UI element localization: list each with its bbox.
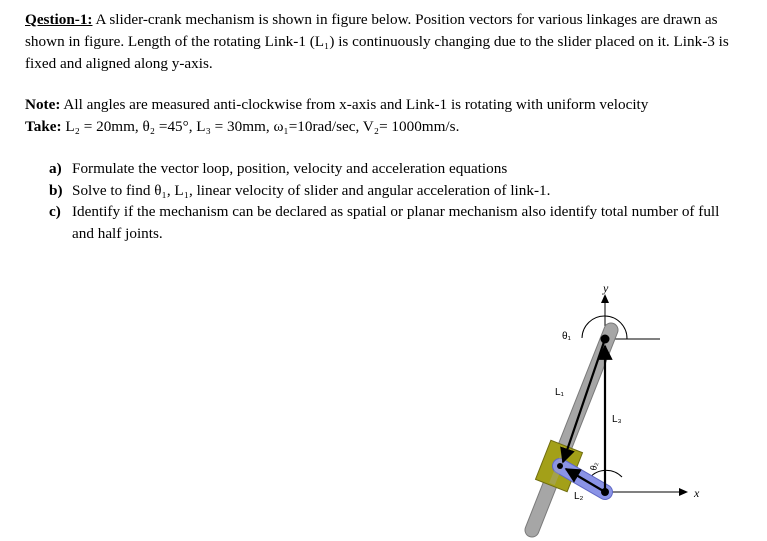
L1-label: L₁ bbox=[555, 387, 564, 398]
slider-joint bbox=[557, 463, 563, 469]
task-label: b) bbox=[49, 181, 63, 199]
note-label: Note: bbox=[25, 96, 61, 113]
theta2-label: θ₂ bbox=[588, 461, 600, 472]
y-axis-label: y bbox=[603, 281, 609, 295]
x-axis-label: x bbox=[694, 486, 700, 500]
theta1-label: θ₁ bbox=[562, 331, 571, 342]
link1-rod bbox=[532, 330, 611, 530]
take-text: L₂ = 20mm, θ₂ =45°, L₃ = 30mm, ω₁=10rad/sec, V₂= 1000mm/s. bbox=[61, 118, 460, 135]
L3-label: L₃ bbox=[612, 414, 622, 425]
task-label: c) bbox=[49, 203, 61, 220]
y-axis-arrow-icon bbox=[601, 294, 609, 303]
note-text: All angles are measured anti-clockwise from x-axis and Link-1 is rotating with uniform velocity bbox=[60, 96, 649, 113]
bottom-pivot bbox=[601, 488, 609, 496]
task-label: a) bbox=[49, 160, 62, 177]
L2-label: L₂ bbox=[574, 491, 584, 502]
task-text: Solve to find θ₁, L₁, linear velocity of slider and angular acceleration of link-1. bbox=[72, 181, 551, 199]
task-text: Formulate the vector loop, position, velocity and acceleration equations bbox=[72, 160, 508, 177]
question-text: A slider-crank mechanism is shown in figure below. Position vectors for various linkages are drawn as shown in figure. Length of the rotating Link-1 (L₁) is continuously changing due to the slider placed on it. Link-3 is fixed and aligned along y-axis. bbox=[25, 11, 729, 72]
vector-L1 bbox=[563, 339, 605, 462]
question-label: Qestion-1: bbox=[25, 11, 93, 28]
x-axis-arrow-icon bbox=[679, 488, 688, 496]
take-label: Take: bbox=[25, 118, 62, 135]
top-pivot bbox=[601, 335, 610, 344]
task-text: Identify if the mechanism can be declared as spatial or planar mechanism also identify total number of full and half joints. bbox=[72, 203, 720, 242]
